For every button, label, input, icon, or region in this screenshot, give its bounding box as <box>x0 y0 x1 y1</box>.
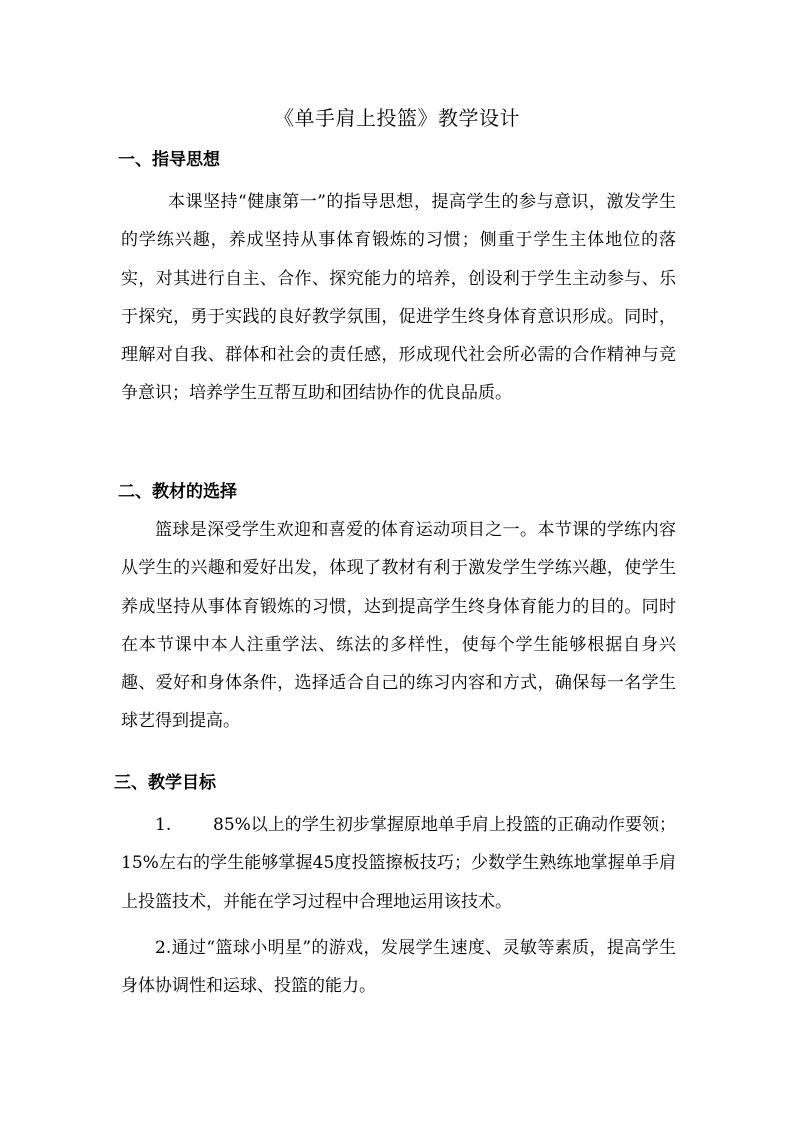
objective-item-1 <box>121 806 676 921</box>
paragraph-guiding-ideology: 本课坚持“健康第一”的指导思想，提高学生的参与意识，激发学生的学练兴趣，养成坚持从事体育锻炼的习惯；侧重于学生主体地位的落实，对其进行自主、合作、探究能力的培养，创设利于学生主动参与、乐于探究，勇于实践的良好教学氛围，促进学生终身体育意识形成。同时，理解对自我、群体和社会的责任感，形成现代社会所必需的合作精神与竞争意识；培养学生互帮互助和团结协作的优良品质。 <box>121 192 676 404</box>
objective-text: 85%以上的学生初步掌握原地单手肩上投篮的正确动作要领；15%左右的学生能够掌握45度投篮擦板技巧；少数学生熟练地掌握单手肩上投篮技术，并能在学习过程中合理地运用该技术。 <box>121 815 676 912</box>
objective-item-2 <box>121 929 676 1006</box>
objective-text: 通过“篮球小明星”的游戏，发展学生速度、灵敏等素质，提高学生身体协调性和运球、投篮的能力。 <box>121 938 676 997</box>
section-heading-teaching-objectives: 三、教学目标 <box>114 773 216 793</box>
document-title: 《单手肩上投篮》教学设计 <box>274 106 520 130</box>
objective-number: 1. <box>155 815 172 835</box>
section-heading-material-selection: 二、教材的选择 <box>118 482 237 502</box>
paragraph-material-selection: 篮球是深受学生欢迎和喜爱的体育运动项目之一。本节课的学练内容从学生的兴趣和爱好出发，体现了教材有利于激发学生学练兴趣，使学生养成坚持从事体育锻炼的习惯，达到提高学生终身体育能力的目的。同时在本节课中本人注重学法、练法的多样性，使每个学生能够根据自身兴趣、爱好和身体条件，选择适合自己的练习内容和方式，确保每一名学生球艺得到提高。 <box>121 520 676 732</box>
section-heading-guiding-ideology: 一、指导思想 <box>118 150 220 170</box>
objective-number: 2. <box>155 938 172 958</box>
